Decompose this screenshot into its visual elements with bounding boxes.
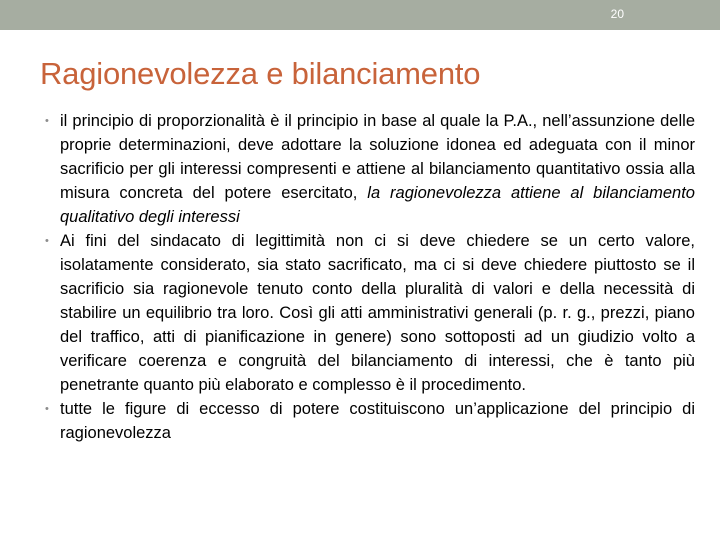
bullet-text: il principio di proporzionalità è il principio in base al quale la P.A., nell’assunzione delle proprie determinazioni, deve adottare la soluzione idonea ed adeguata con il minor sacrificio per gli interessi compresenti e attiene al bilanciamento quantitativo ossia alla misura concreta del potere esercitato, — [60, 112, 695, 202]
bullet-text: Ai fini del sindacato di legittimità non ci si deve chiedere se un certo valore, isolatamente considerato, sia stato sacrificato, ma ci si deve chiedere piuttosto se il sacrificio sia ragionevole tenuto conto della pluralità di valori e della necessità di stabilire un equilibrio tra loro. Così gli atti amministrativi generali (p. r. g., prezzi, piano del traffico, atti di pianificazione in genere) sono sottoposti ad un giudizio volto a verificare coerenza e congruità del bilanciamento di interessi, che è tanto più penetrante quanto più elaborato e complesso è il procedimento. — [60, 232, 695, 394]
bullet-item-proporzionalita — [45, 109, 695, 229]
slide-title: Ragionevolezza e bilanciamento — [40, 56, 481, 91]
bullet-icon: • — [45, 115, 49, 127]
slide-number: 20 — [610, 7, 624, 21]
bullet-icon: • — [45, 403, 49, 415]
bullet-italic-text: la ragionevolezza attiene al bilanciamento qualitativo degli interessi — [60, 184, 695, 226]
bullet-item-eccesso-potere — [45, 397, 695, 445]
bullet-list — [45, 109, 695, 445]
top-bar — [0, 0, 720, 30]
bullet-icon: • — [45, 235, 49, 247]
bullet-text: tutte le figure di eccesso di potere costituiscono un’applicazione del principio di ragionevolezza — [60, 400, 695, 442]
bullet-item-sindacato — [45, 229, 695, 397]
